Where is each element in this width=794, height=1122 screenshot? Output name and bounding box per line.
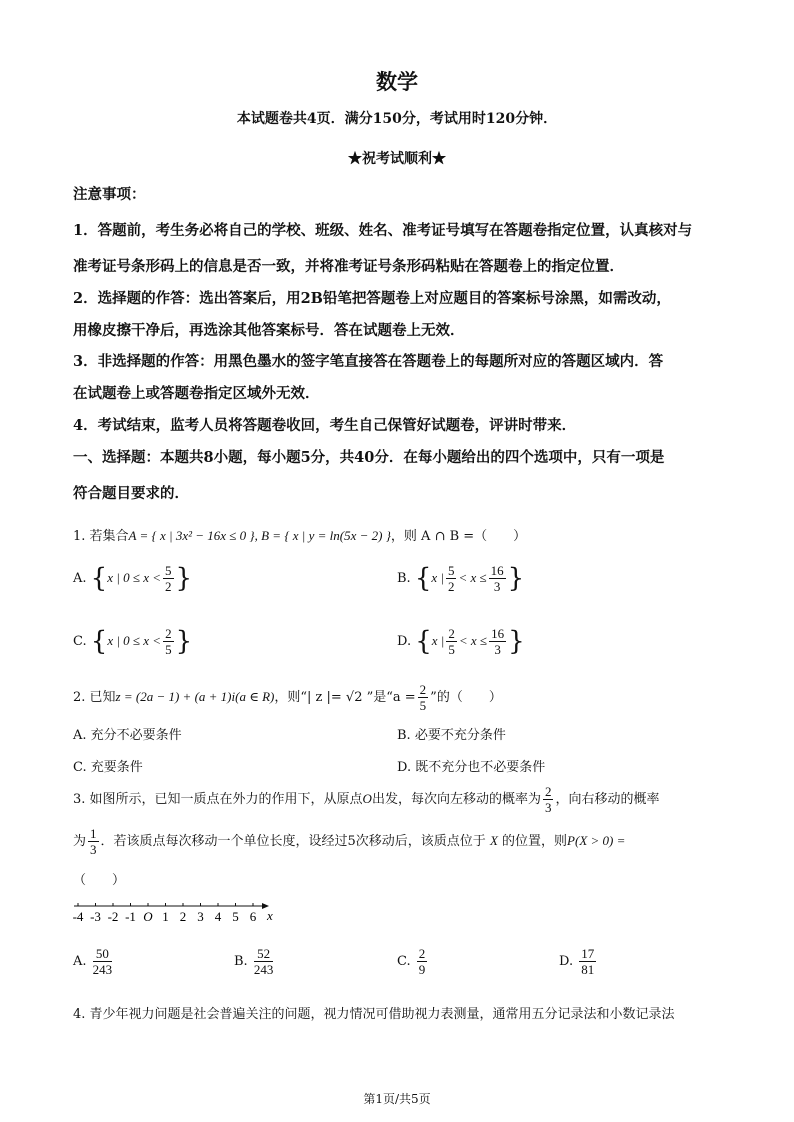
question-3-stem-cont: 为 $\frac{1}{3}$ ．若该质点每次移动一个单位长度，设经过5次移动后，该质点位于 X 的位置，则P(X > 0) = xyxy=(73,826,626,857)
axis-tick-label: -3 xyxy=(90,909,101,924)
question-2-stem: 2. 已知z = (2a − 1) + (a + 1)i(a ∈ R)，则“| z |= √2 ”是“a = $\frac{2}{5}$ ”的（ ） xyxy=(73,682,502,713)
q3-option-a: A. $\frac{50}{243}$ xyxy=(73,946,113,977)
axis-tick-label: 2 xyxy=(179,909,187,924)
axis-tick-label: -4 xyxy=(72,909,84,924)
axis-tick-label: -2 xyxy=(107,909,119,924)
question-4-stem: 4. 青少年视力问题是社会普遍关注的问题，视力情况可借助视力表测量，通常用五分记录法和小数记录法 xyxy=(73,1007,675,1022)
axis-tick-label: 6 xyxy=(249,909,257,924)
axis-tick-label: 1 xyxy=(162,909,169,924)
question-1-stem: 1. 若集合A = { x | 3x² − 16x ≤ 0 }, B = { x | y = ln(5x − 2) }，则 A ∩ B =（ ） xyxy=(73,528,527,544)
blessing: ★祝考试顺利★ xyxy=(348,151,446,167)
axis-tick-label: 4 xyxy=(214,909,222,924)
notice-line: 用橡皮擦干净后，再选涂其他答案标号．答在试题卷上无效． xyxy=(73,322,465,339)
q1-option-b: B. {x | $\frac{5}{2}$ < x ≤ $\frac{16}{3}$ } xyxy=(397,563,525,594)
number-line-figure xyxy=(70,898,290,932)
q2-option-d: D. 既不充分也不必要条件 xyxy=(397,760,546,775)
q2-option-b: B. 必要不充分条件 xyxy=(397,728,506,743)
notice-line: 2．选择题的作答：选出答案后，用2B铅笔把答题卷上对应题目的答案标号涂黑，如需改动， xyxy=(73,290,671,307)
q3-option-c: C. $\frac{2}{9}$ xyxy=(397,946,426,977)
axis-label-x: x xyxy=(267,908,273,923)
exam-info: 本试题卷共4页．满分150分，考试用时120分钟． xyxy=(236,111,558,127)
q2-option-c: C. 充要条件 xyxy=(73,760,143,775)
section-heading-cont: 符合题目要求的． xyxy=(73,485,189,502)
q1-option-d: D. {x | $\frac{2}{5}$ < x ≤ $\frac{16}{3}$ } xyxy=(397,626,525,657)
q2-option-a: A. 充分不必要条件 xyxy=(73,728,182,743)
axis-tick-label: 3 xyxy=(197,909,204,924)
q1-option-a: A. {x | 0 ≤ x < $\frac{5}{2}$ } xyxy=(73,563,193,594)
page-footer: 第1页/共5页 xyxy=(363,1092,431,1106)
q3-option-d: D. $\frac{17}{81}$ xyxy=(559,946,595,977)
notice-line: 1．答题前，考生务必将自己的学校、班级、姓名、准考证号填写在答题卷指定位置，认真核对与 xyxy=(73,222,693,239)
notice-line: 准考证号条形码上的信息是否一致，并将准考证号条形码粘贴在答题卷上的指定位置． xyxy=(73,258,624,275)
axis-tick-label: 5 xyxy=(232,909,239,924)
q1-option-c: C. {x | 0 ≤ x < $\frac{2}{5}$ } xyxy=(73,626,193,657)
q3-option-b: B. $\frac{52}{243}$ xyxy=(234,946,274,977)
notice-line: 4．考试结束，监考人员将答题卷收回，考生自己保管好试题卷，评讲时带来． xyxy=(73,417,577,434)
notice-line: 在试题卷上或答题卷指定区域外无效． xyxy=(73,385,320,402)
question-3-stem: 3. 如图所示，已知一质点在外力的作用下，从原点O出发，每次向左移动的概率为 $\frac{2}{3}$ ，向右移动的概率 xyxy=(73,784,660,815)
axis-tick-label: O xyxy=(143,909,153,924)
notice-line: 3．非选择题的作答：用黑色墨水的签字笔直接答在答题卷上的每题所对应的答题区域内．答 xyxy=(73,353,664,370)
section-heading: 一、选择题：本题共8小题，每小题5分，共40分．在每小题给出的四个选项中，只有一项是 xyxy=(73,449,665,466)
notice-heading: 注意事项： xyxy=(73,186,146,203)
page-title: 数学 xyxy=(376,69,418,94)
axis-tick-label: -1 xyxy=(125,909,136,924)
question-3-paren: （ ） xyxy=(73,873,126,888)
